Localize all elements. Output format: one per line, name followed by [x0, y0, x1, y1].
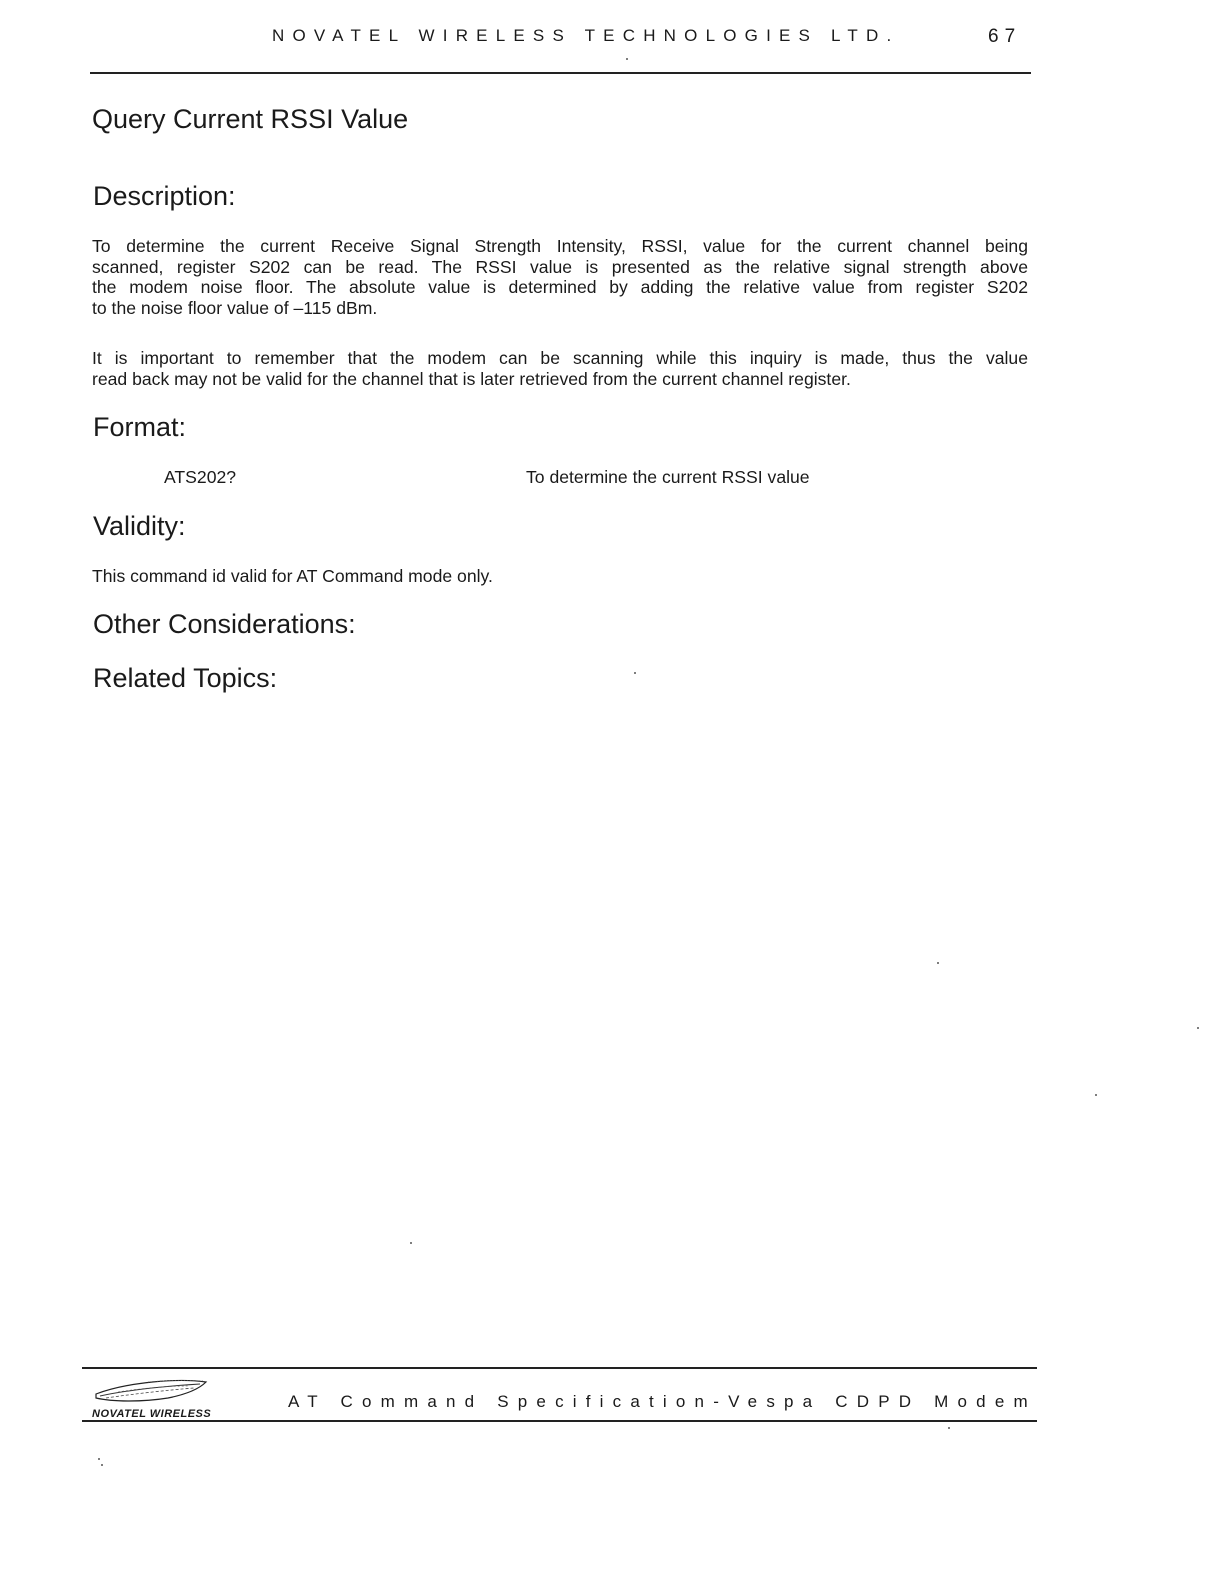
description-paragraph-2 — [92, 348, 1028, 389]
footer-spec-title: AT Command Specification-Vespa CDPD Modem — [288, 1392, 1037, 1411]
related-topics-heading: Related Topics: — [93, 663, 278, 693]
description-heading: Description: — [93, 181, 236, 211]
paragraph-line: read back may not be valid for the channel that is later retrieved from the current channel register. — [92, 368, 851, 389]
footer-divider-bottom — [82, 1420, 1037, 1422]
paragraph-line: It is important to remember that the modem can be scanning while this inquiry is made, thus the value — [92, 348, 1028, 368]
format-command-description: To determine the current RSSI value — [526, 467, 810, 487]
validity-heading: Validity: — [93, 511, 186, 541]
footer-logo-text: NOVATEL WIRELESS — [92, 1408, 212, 1420]
description-paragraph-1 — [92, 236, 1028, 318]
scan-speck — [1197, 1027, 1199, 1029]
scan-speck — [410, 1242, 412, 1244]
other-considerations-heading: Other Considerations: — [93, 609, 356, 639]
scan-speck — [948, 1427, 950, 1429]
validity-text: This command id valid for AT Command mode only. — [92, 566, 493, 586]
page-title: Query Current RSSI Value — [92, 104, 409, 134]
scan-speck — [634, 672, 636, 674]
header-divider — [90, 72, 1031, 74]
scan-speck — [937, 962, 939, 964]
scan-speck — [1095, 1094, 1097, 1096]
scan-speck — [98, 1458, 100, 1460]
format-heading: Format: — [93, 412, 187, 442]
footer-divider-top — [82, 1367, 1037, 1369]
scan-speck — [626, 58, 628, 60]
paragraph-line: to the noise floor value of –115 dBm. — [92, 297, 378, 318]
format-command: ATS202? — [164, 467, 237, 487]
scan-speck — [101, 1464, 103, 1466]
page-number: 67 — [988, 26, 1022, 47]
paragraph-line: To determine the current Receive Signal Strength Intensity, RSSI, value for the current channel being — [92, 236, 1028, 256]
paragraph-line: the modem noise floor. The absolute value is determined by adding the relative value from register S202 — [92, 277, 1028, 297]
paragraph-line: scanned, register S202 can be read. The RSSI value is presented as the relative signal strength above — [92, 256, 1028, 277]
header-company-name: NOVATEL WIRELESS TECHNOLOGIES LTD. — [272, 26, 900, 45]
